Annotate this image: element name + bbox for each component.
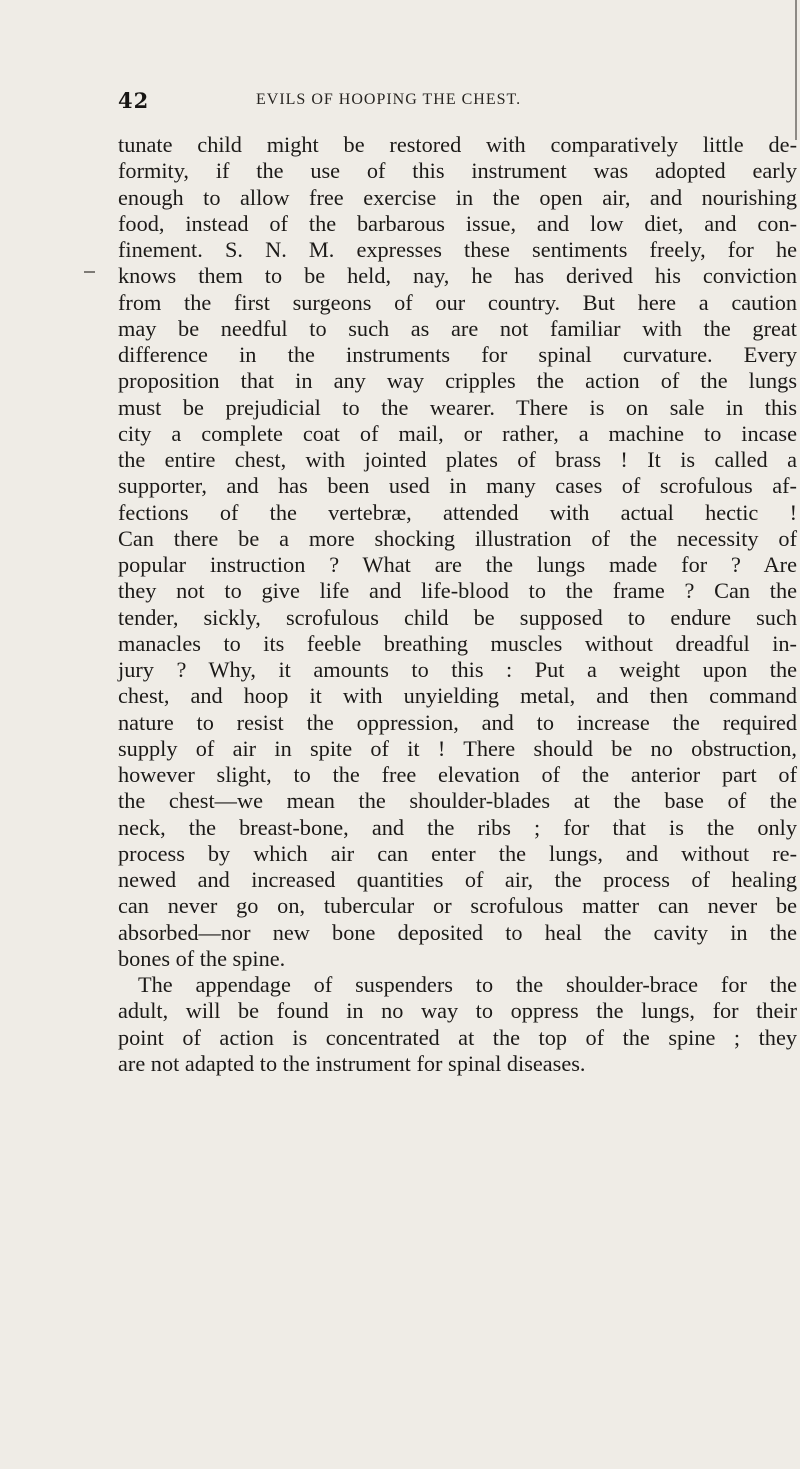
text-line: difference in the instruments for spinal curvature. Every bbox=[118, 342, 797, 367]
text-line: proposition that in any way cripples the action of the lungs bbox=[118, 368, 797, 394]
text-line: popular instruction ? What are the lungs made for ? Are bbox=[118, 552, 797, 577]
text-line: from the first surgeons of our country. But here a caution bbox=[118, 289, 797, 315]
text-line: however slight, to the free elevation of the anterior part of bbox=[118, 762, 797, 787]
running-title: EVILS OF HOOPING THE CHEST. bbox=[256, 91, 522, 108]
text-line: Can there be a more shocking illustration of the necessity of bbox=[118, 525, 797, 551]
text-line: newed and increased quantities of air, the process of healing bbox=[118, 867, 797, 892]
running-header bbox=[118, 88, 798, 112]
text-line: fections of the vertebræ, attended with actual hectic ! bbox=[118, 499, 797, 525]
paragraph-first-line: The appendage of suspenders to the shoulder-brace for the bbox=[138, 972, 797, 997]
text-line: formity, if the use of this instrument was adopted early bbox=[118, 158, 797, 184]
text-line: jury ? Why, it amounts to this : Put a weight upon the bbox=[118, 657, 797, 682]
text-line: tunate child might be restored with comparatively little de- bbox=[118, 132, 797, 157]
text-line: process by which air can enter the lungs, and without re- bbox=[118, 840, 797, 866]
margin-dash-mark bbox=[84, 271, 95, 273]
text-line: chest, and hoop it with unyielding metal, and then command bbox=[118, 683, 797, 709]
text-line: can never go on, tubercular or scrofulous matter can never be bbox=[118, 893, 797, 919]
text-line: tender, sickly, scrofulous child be supposed to endure such bbox=[118, 604, 797, 630]
text-line: knows them to be held, nay, he has derived his conviction bbox=[118, 263, 797, 289]
text-line: supporter, and has been used in many cases of scrofulous af- bbox=[118, 473, 797, 499]
text-line: absorbed—nor new bone deposited to heal the cavity in the bbox=[118, 919, 797, 945]
text-line: finement. S. N. M. expresses these sentiments freely, for he bbox=[118, 237, 797, 262]
text-line: the chest—we mean the shoulder-blades at the base of the bbox=[118, 788, 797, 814]
text-line: they not to give life and life-blood to the frame ? Can the bbox=[118, 578, 797, 604]
text-line: must be prejudicial to the wearer. There is on sale in this bbox=[118, 394, 797, 420]
text-line: supply of air in spite of it ! There should be no obstruction, bbox=[118, 735, 797, 761]
text-line: nature to resist the oppression, and to increase the required bbox=[118, 709, 797, 735]
text-line: enough to allow free exercise in the open air, and nourishing bbox=[118, 184, 797, 210]
text-line: city a complete coat of mail, or rather, a machine to incase bbox=[118, 420, 797, 446]
paragraph-end-line: bones of the spine. bbox=[118, 945, 286, 971]
text-line: neck, the breast-bone, and the ribs ; for that is the only bbox=[118, 814, 797, 840]
text-line: adult, will be found in no way to oppress the lungs, for their bbox=[118, 998, 797, 1024]
text-line: may be needful to such as are not familiar with the great bbox=[118, 315, 797, 341]
text-line: food, instead of the barbarous issue, and low diet, and con- bbox=[118, 210, 797, 236]
text-line: manacles to its feeble breathing muscles without dreadful in- bbox=[118, 630, 797, 656]
paragraph-end-line: are not adapted to the instrument for spinal diseases. bbox=[118, 1050, 586, 1076]
body-paragraphs bbox=[118, 132, 797, 1077]
page-edge-mark bbox=[795, 0, 797, 140]
text-line: point of action is concentrated at the top of the spine ; they bbox=[118, 1024, 797, 1050]
text-line: the entire chest, with jointed plates of brass ! It is called a bbox=[118, 447, 797, 472]
page-number: 42 bbox=[118, 88, 150, 113]
